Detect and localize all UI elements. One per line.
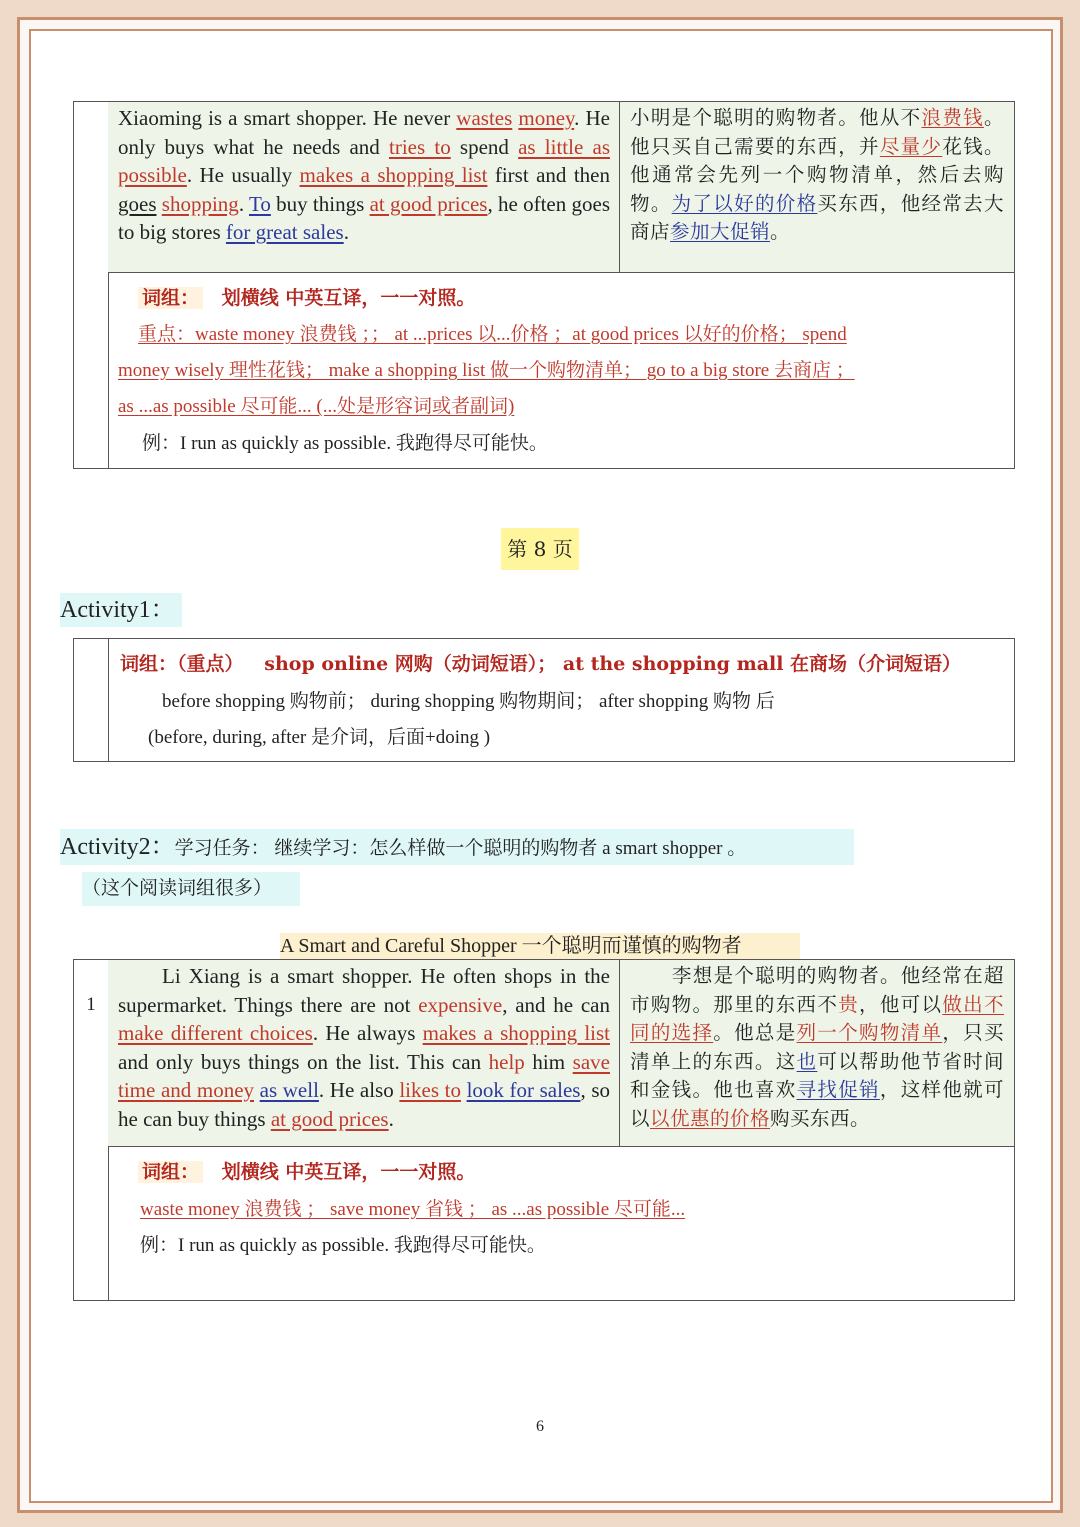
phrase-instruction: 划横线 中英互译，一一对照。	[221, 287, 476, 309]
page-label: 第 8 页	[501, 528, 579, 570]
phrase-line: waste money 浪费钱 ； save money 省钱 ； as ...as possible 尽可能...	[140, 1199, 686, 1220]
row-number: 1	[86, 994, 96, 1015]
english-passage-cell	[108, 102, 620, 273]
activity1-label: 词组：（重点）	[120, 653, 244, 675]
table-number-column	[74, 639, 109, 761]
phrase-cell	[108, 1147, 1014, 1300]
example-sentence: 例：I run as quickly as possible. 我跑得尽可能快。	[140, 1235, 546, 1256]
phrase-line: as ...as possible 尽可能... (...处是形容词或者副词)	[118, 396, 515, 417]
reading-table-1	[73, 101, 1015, 469]
chinese-passage: 小明是个聪明的购物者。他从不浪费钱。他只买自己需要的东西，并尽量少花钱。他通常会先列一个购物清单，然后去购物。为了以好的价格买东西，他经常去大商店参加大促销。	[630, 106, 1004, 243]
activity1-phrase-line: before shopping 购物前； during shopping 购物期间； after shopping 购物 后	[162, 691, 775, 712]
phrase-label: 词组：	[138, 287, 203, 309]
phrase-line: 重点：waste money 浪费钱 ；； at ...prices 以...价格 ；at good prices 以好的价格； spend	[138, 324, 847, 345]
activity2-header	[60, 829, 854, 865]
activity1-title: Activity1：	[60, 593, 182, 627]
phrase-instruction: 划横线 中英互译，一一对照。	[221, 1161, 476, 1183]
phrase-label: 词组：	[138, 1161, 203, 1183]
activity2-task: 学习任务： 继续学习：怎么样做一个聪明的购物者 a smart shopper 。	[174, 838, 747, 859]
activity2-title: Activity2：	[60, 834, 175, 860]
phrase-cell	[108, 273, 1014, 468]
activity1-table	[73, 638, 1015, 762]
table-number-column	[74, 960, 109, 1300]
english-passage: Li Xiang is a smart shopper. He often shops in the supermarket. Things there are not expensive, and he can make different choices. He always makes a shopping list and only buys things on the list. This can help him save time and money as well. He also likes to look for sales, so he can buy things at good prices.	[118, 964, 610, 1131]
phrase-line: money wisely 理性花钱； make a shopping list 做一个购物清单； go to a big store 去商店 ；	[118, 360, 855, 381]
reading-table-2	[73, 959, 1015, 1301]
table-number-column	[74, 102, 109, 468]
chinese-passage: 李想是个聪明的购物者。他经常在超市购物。那里的东西不贵，他可以做出不同的选择。他总是列一个购物清单，只买清单上的东西。这也可以帮助他节省时间和金钱。他也喜欢寻找促销，这样他就可以以优惠的价格购买东西。	[630, 964, 1004, 1130]
chinese-passage-cell	[620, 960, 1014, 1147]
reading-title: A Smart and Careful Shopper 一个聪明而谨慎的购物者	[280, 933, 800, 959]
example-sentence: 例：I run as quickly as possible. 我跑得尽可能快。	[142, 433, 548, 454]
page-number: 6	[536, 1418, 544, 1435]
activity2-note: （这个阅读词组很多）	[82, 872, 300, 906]
english-passage: Xiaoming is a smart shopper. He never wastes money. He only buys what he needs and tries to spend as little as possible. He usually makes a shopping list first and then goes shopping. To buy things at good prices, he often goes to big stores for great sales.	[118, 106, 611, 244]
chinese-passage-cell	[620, 102, 1014, 273]
english-passage-cell	[108, 960, 620, 1147]
activity1-note: (before, during, after 是介词，后面+doing )	[148, 727, 491, 748]
activity1-phrases: shop online 网购（动词短语）； at the shopping mall 在商场（介词短语）	[264, 653, 962, 675]
